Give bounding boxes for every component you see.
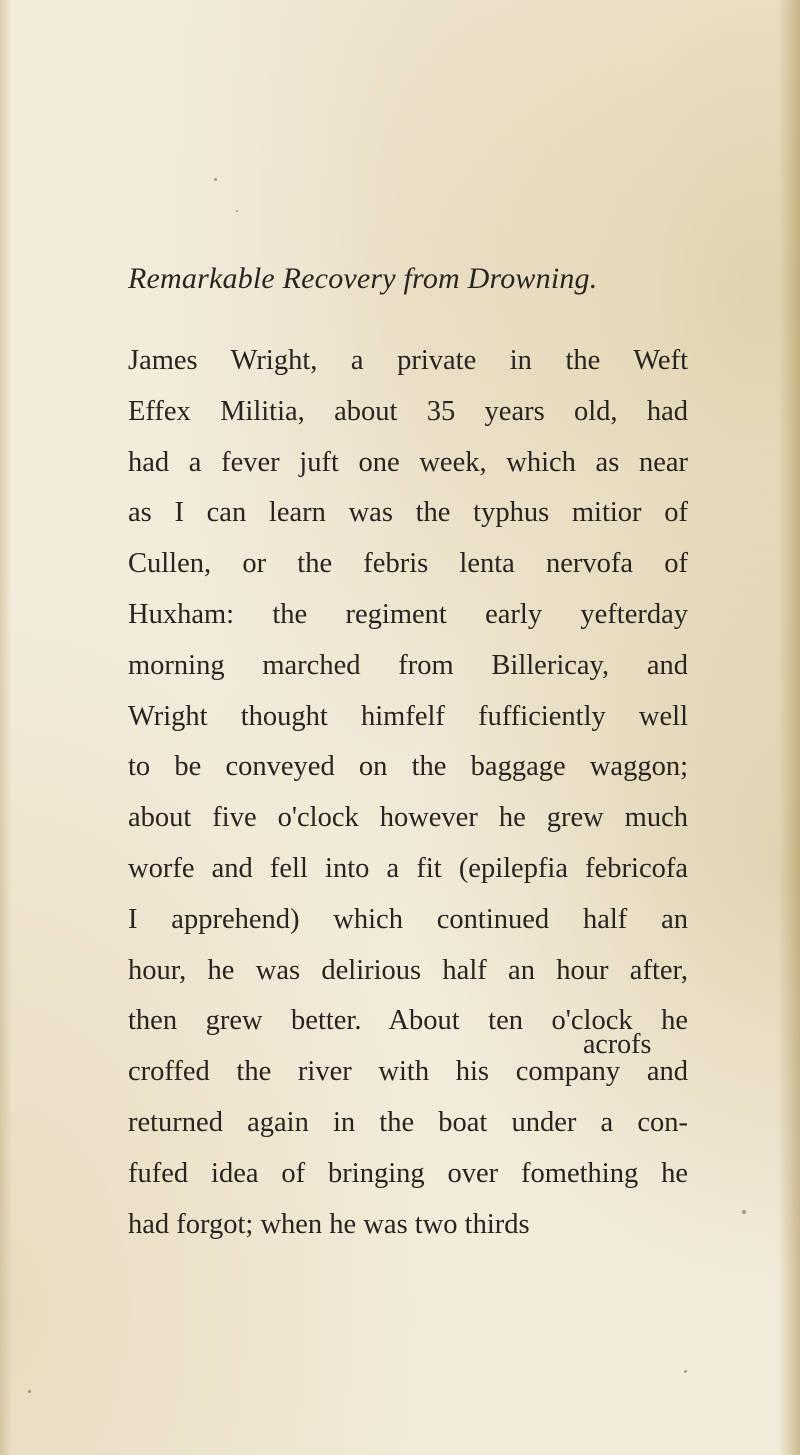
- page-heading: Remarkable Recovery from Drowning.: [128, 262, 598, 295]
- text-line: had a fever juft one week, which as near: [128, 446, 688, 478]
- text-line: Wright thought himfelf fufficiently well: [128, 700, 688, 732]
- paper-speck: [28, 1390, 31, 1393]
- paper-speck: [684, 1370, 687, 1373]
- paper-speck: [236, 210, 238, 212]
- text-line: to be conveyed on the baggage waggon;: [128, 751, 688, 783]
- text-line: Cullen, or the febris lenta nervofa of: [128, 548, 688, 580]
- text-line: I apprehend) which continued half an: [128, 903, 688, 935]
- text-line: Huxham: the regiment early yefterday: [128, 598, 688, 630]
- paper-speck: [742, 1210, 746, 1214]
- text-line: Effex Militia, about 35 years old, had: [128, 395, 688, 427]
- text-line: worfe and fell into a fit (epilepfia febricofa: [128, 852, 688, 884]
- text-line: hour, he was delirious half an hour after,: [128, 954, 688, 986]
- text-line: returned again in the boat under a con-: [128, 1106, 688, 1138]
- text-line: about five o'clock however he grew much: [128, 802, 688, 834]
- text-line: James Wright, a private in the Weft: [128, 345, 688, 376]
- paper-speck: [214, 178, 217, 181]
- text-line: as I can learn was the typhus mitior of: [128, 497, 688, 529]
- body-text: [128, 336, 688, 1250]
- text-line: then grew better. About ten o'clock he: [128, 1005, 688, 1037]
- catchword: acrofs: [583, 1029, 652, 1060]
- text-line: croffed the river with his company and: [128, 1056, 688, 1088]
- text-line: fufed idea of bringing over fomething he: [128, 1157, 688, 1189]
- text-line: had forgot; when he was two thirds: [128, 1208, 530, 1240]
- text-line: morning marched from Billericay, and: [128, 649, 688, 681]
